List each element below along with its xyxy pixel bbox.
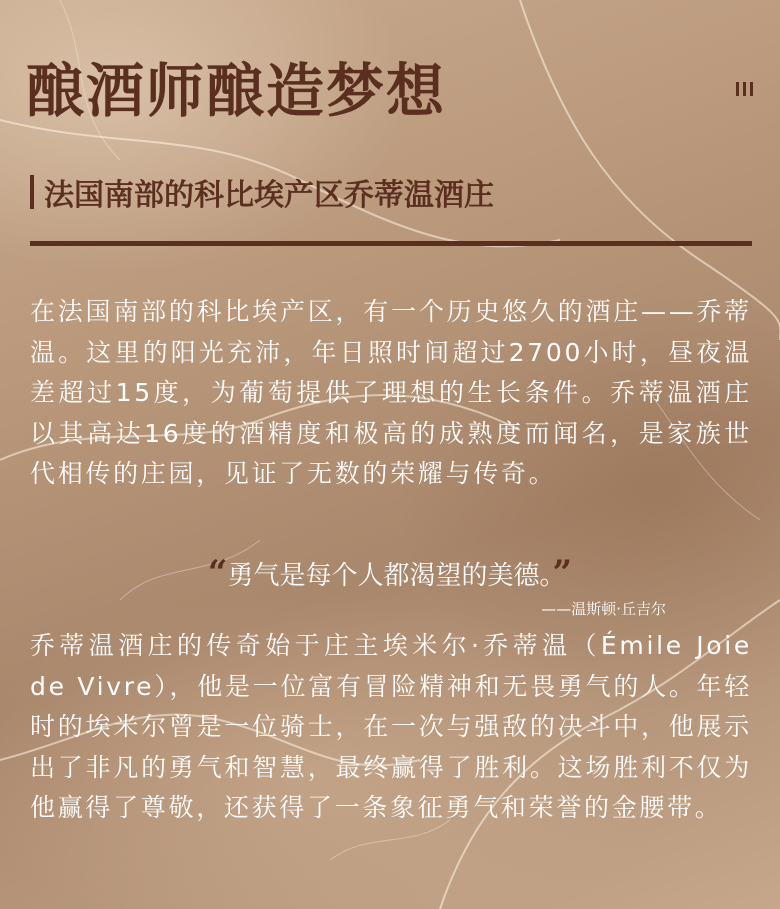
paragraph-intro: 在法国南部的科比埃产区，有一个历史悠久的酒庄——乔蒂温。这里的阳光充沛，年日照时间超过2700小时，昼夜温差超过15度，为葡萄提供了理想的生长条件。乔蒂温酒庄以其高达16度的酒精度和极高的成熟度而闻名，是家族世代相传的庄园，见证了无数的荣耀与传奇。 (30, 297, 752, 488)
quote-open-icon: “ (207, 553, 228, 593)
subtitle-bar (30, 175, 34, 209)
subtitle-text: 法国南部的科比埃产区乔蒂温酒庄 (44, 178, 494, 213)
page-title: 酿酒师酿造梦想 (26, 57, 447, 125)
menu-line (736, 82, 739, 96)
quote-text: 勇气是每个人都渴望的美德。 (227, 561, 553, 591)
divider (30, 241, 752, 246)
quote-close-icon: ” (552, 553, 573, 593)
quote-attribution: ——温斯顿·丘吉尔 (541, 600, 666, 618)
paragraph-story: 乔蒂温酒庄的传奇始于庄主埃米尔·乔蒂温（Émile Joie de Vivre），他是一位富有冒险精神和无畏勇气的人。年轻时的埃米尔曾是一位骑士，在一次与强敌的决斗中，他展示出了非凡的勇气和智慧，最终赢得了胜利。这场胜利不仅为他赢得了尊敬，还获得了一条象征勇气和荣誉的金腰带。 (30, 631, 752, 822)
menu-lines-icon[interactable] (736, 82, 753, 96)
quote-block (0, 553, 780, 593)
menu-line (743, 82, 746, 96)
section-subtitle (30, 172, 494, 212)
menu-line (750, 82, 753, 96)
